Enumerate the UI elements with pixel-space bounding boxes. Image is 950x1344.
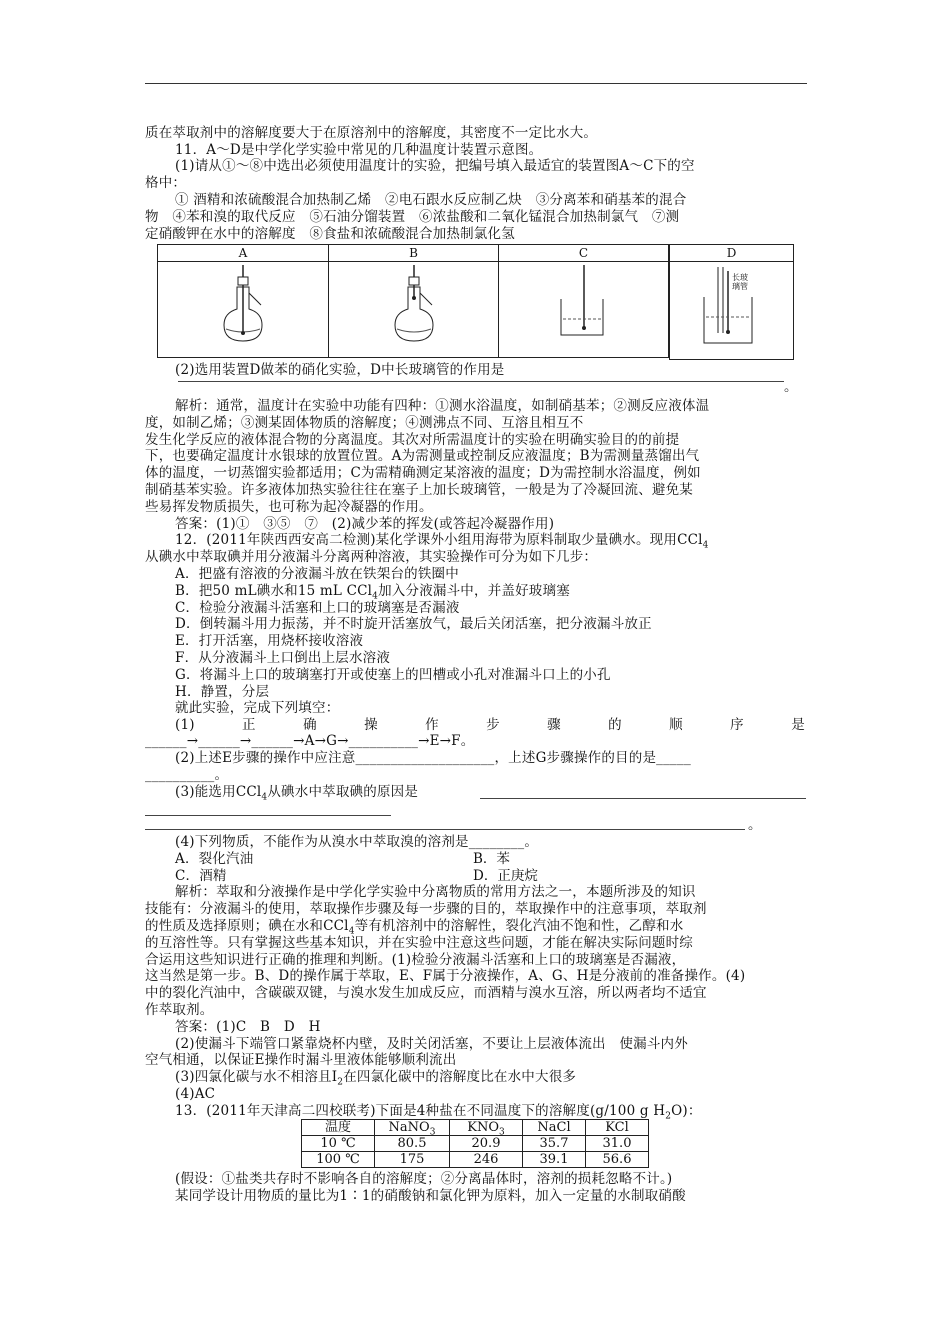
apparatus-c-label: C (578, 246, 589, 260)
text-line: 制硝基苯实验。许多液体加热实验往往在塞子上加长玻璃管，一般是为了冷凝回流、避免某 (145, 482, 693, 498)
step-f: F．从分液漏斗上口倒出上层水溶液 (175, 650, 391, 666)
long-glass-tube-label: 长玻 璃管 (732, 273, 748, 291)
flask-thermometer-a-icon (158, 261, 328, 357)
table-cell: 31.0 (586, 1136, 649, 1152)
q1-line: (1) 正 确 操 作 步 骤 的 顺 序 是 (175, 717, 805, 733)
text-line: 定硝酸钾在水中的溶解度 ⑧食盐和浓硫酸混合加热制氯化氢 (145, 226, 515, 242)
step-e: E．打开活塞，用烧杯接收溶液 (175, 633, 364, 649)
header-cell: NaNO$_3$ (375, 1120, 450, 1136)
text-line: 某同学设计用物质的量比为1∶1的硝酸钠和氯化钾为原料，加入一定量的水制取硝酸 (175, 1188, 686, 1204)
table-cell: 80.5 (375, 1136, 450, 1152)
table-cell: 10 ℃ (302, 1136, 375, 1152)
table-cell: 100 ℃ (302, 1152, 375, 1168)
text-line: 。 (748, 817, 762, 833)
header-cell: $KNO_3$ (450, 1120, 523, 1136)
step-b: B．把50 mL碘水和15 mL CCl$_4$加入分液漏斗中，并盖好玻璃塞 (175, 583, 570, 602)
analysis-text: 解析：通常，温度计在实验中功能有四种：①测水浴温度，如制硝基苯；②测反应液体温 (175, 398, 710, 414)
step-a: A．把盛有溶液的分液漏斗放在铁架台的铁圈中 (175, 566, 459, 582)
table-cell: 56.6 (586, 1152, 649, 1168)
answer-blank[interactable] (178, 381, 784, 382)
apparatus-d (669, 244, 794, 360)
text-line: 。 (784, 379, 798, 395)
text-line: 从碘水中萃取碘并用分液漏斗分离两种溶液，其实验操作可分为如下几步： (145, 549, 598, 565)
table-row (302, 1152, 649, 1168)
answer-text: (2)使漏斗下端管口紧靠烧杯内壁，及时关闭活塞，不要让上层液体流出 使漏斗内外 (175, 1036, 688, 1052)
q3-blank[interactable] (480, 798, 806, 799)
water-bath-d-icon (670, 261, 793, 357)
q3-blank[interactable] (145, 829, 745, 830)
text-line: 技能有：分液漏斗的使用，萃取操作步骤及每一步骤的目的，萃取操作中的注意事项，萃取剂 (145, 901, 707, 917)
text-line: 发生化学反应的液体混合物的分离温度。其次对所需温度计的实验在明确实验目的的前提 (145, 432, 680, 448)
header-cell: NaCl (523, 1120, 586, 1136)
text-line: 下，也要确定温度计水银球的放置位置。A为需测量或控制反应液温度；B为需测量蒸馏出气 (145, 448, 700, 464)
apparatus-a-label: A (238, 246, 248, 260)
table-row (302, 1136, 649, 1152)
q2-line-b[interactable]: __________。 (145, 767, 229, 783)
apparatus-figure (157, 244, 669, 360)
answer-text: (3)四氯化碳与水不相溶且$I_2$在四氯化碳中的溶解度比在水中大很多 (175, 1069, 577, 1088)
table-cell: 39.1 (523, 1152, 586, 1168)
text-line: 格中： (145, 175, 187, 191)
step-g: G．将漏斗上口的玻璃塞打开或使塞上的凹槽或小孔对准漏斗口上的小孔 (175, 667, 611, 683)
text-line: 这当然是第一步。B、D的操作属于萃取，E、F属于分液操作，A、G、H是分液前的准备操作。(4) (145, 968, 746, 984)
apparatus-d-label: D (726, 246, 737, 260)
text-line: 度，如制乙烯；③测某固体物质的溶解度；④测沸点不同、互溶且相互不 (145, 415, 584, 431)
table-cell: 20.9 (450, 1136, 523, 1152)
analysis-text: 解析：萃取和分液操作是中学化学实验中分离物质的常用方法之一，本题所涉及的知识 (175, 884, 696, 900)
question-12: 12．(2011年陕西西安高二检测)某化学课外小组用海带为原料制取少量碘水。现用CCl$_4$ (175, 532, 709, 551)
step-c: C．检验分液漏斗活塞和上口的玻璃塞是否漏液 (175, 600, 460, 616)
text-line: 中的裂化汽油中，含碳碳双键，与溴水发生加成反应，而酒精与溴水互溶，所以两者均不适宜 (145, 985, 707, 1001)
flask-thermometer-b-icon (329, 261, 499, 357)
assumption-text: (假设：①盐类共存时不影响各自的溶解度；②分离晶体时，溶剂的损耗忽略不计。) (175, 1171, 673, 1187)
apparatus-c (498, 244, 669, 358)
text-line: (1)请从①～⑧中选出必须使用温度计的实验，把编号填入最适宜的装置图A～C下的空 (175, 158, 695, 174)
beaker-thermometer-c-icon (499, 261, 669, 357)
table-cell: 246 (450, 1152, 523, 1168)
apparatus-a (157, 244, 329, 358)
table-header (302, 1120, 649, 1136)
q1-blanks[interactable]: ______→______→______→A→G→__________→E→F。 (145, 733, 475, 749)
text-line: 就此实验，完成下列填空： (175, 700, 340, 716)
text-line: 作萃取剂。 (145, 1002, 214, 1018)
q3-blank[interactable] (145, 815, 391, 816)
q3-line: (3)能选用CCl$_4$从碘水中萃取碘的原因是 (175, 784, 419, 803)
question-11: 11．A～D是中学化学实验中常见的几种温度计装置示意图。 (175, 142, 543, 158)
solubility-table (301, 1119, 649, 1168)
apparatus-b (328, 244, 499, 358)
text-line: ① 酒精和浓硫酸混合加热制乙烯 ②电石跟水反应制乙炔 ③分离苯和硝基苯的混合 (175, 192, 687, 208)
top-rule (145, 83, 807, 84)
text-line: 的性质及选择原则；碘在水和CCl$_4$等有机溶剂中的溶解性，裂化汽油不饱和性，乙醇和水 (145, 918, 684, 937)
table-cell: 175 (375, 1152, 450, 1168)
q4-line[interactable]: (4)下列物质，不能作为从溴水中萃取溴的溶剂是________。 (175, 834, 539, 850)
step-h: H．静置，分层 (175, 684, 270, 700)
text-line: (2)选用装置D做苯的硝化实验，D中长玻璃管的作用是 (175, 362, 505, 378)
option-c: C．酒精 (175, 868, 227, 884)
text-line: 质在萃取剂中的溶解度要大于在原溶剂中的溶解度，其密度不一定比水大。 (145, 125, 598, 141)
answer-text: 答案：(1)C B D H (175, 1019, 321, 1035)
text-line: 空气相通，以保证E操作时漏斗里液体能够顺利流出 (145, 1052, 457, 1068)
header-cell: KCl (586, 1120, 649, 1136)
option-d: D．正庚烷 (473, 868, 538, 884)
answer-text: (4)AC (175, 1086, 216, 1102)
text-line: 些易挥发物质损失，也可称为起冷凝器的作用。 (145, 499, 433, 515)
question-13: 13．(2011年天津高二四校联考)下面是4种盐在不同温度下的溶解度(g/100 g $H_2O$)： (175, 1103, 702, 1122)
text-line: 物 ④苯和溴的取代反应 ⑤石油分馏装置 ⑥浓盐酸和二氧化锰混合加热制氯气 ⑦测 (145, 209, 680, 225)
header-cell: 温度 (302, 1120, 375, 1136)
option-a: A．裂化汽油 (175, 851, 254, 867)
answer-text: 答案：(1)① ③⑤ ⑦ (2)减少苯的挥发(或答起冷凝器作用) (175, 516, 555, 532)
q2-line[interactable]: (2)上述E步骤的操作中应注意____________________，上述G步骤操作的目的是_____ (175, 750, 691, 766)
step-d: D．倒转漏斗用力振荡，并不时旋开活塞放气，最后关闭活塞，把分液漏斗放正 (175, 616, 652, 632)
option-b: B．苯 (473, 851, 510, 867)
text-line: 的互溶性等。只有掌握这些基本知识，并在实验中注意这些问题，才能在解决实际问题时综 (145, 935, 693, 951)
table-cell: 35.7 (523, 1136, 586, 1152)
apparatus-b-label: B (409, 246, 418, 260)
text-line: 体的温度，一切蒸馏实验都适用；C为需精确测定某溶液的温度；D为需控制水浴温度，例如 (145, 465, 701, 481)
text-line: 合运用这些知识进行正确的推理和判断。(1)检验分液漏斗活塞和上口的玻璃塞是否漏液， (145, 952, 686, 968)
